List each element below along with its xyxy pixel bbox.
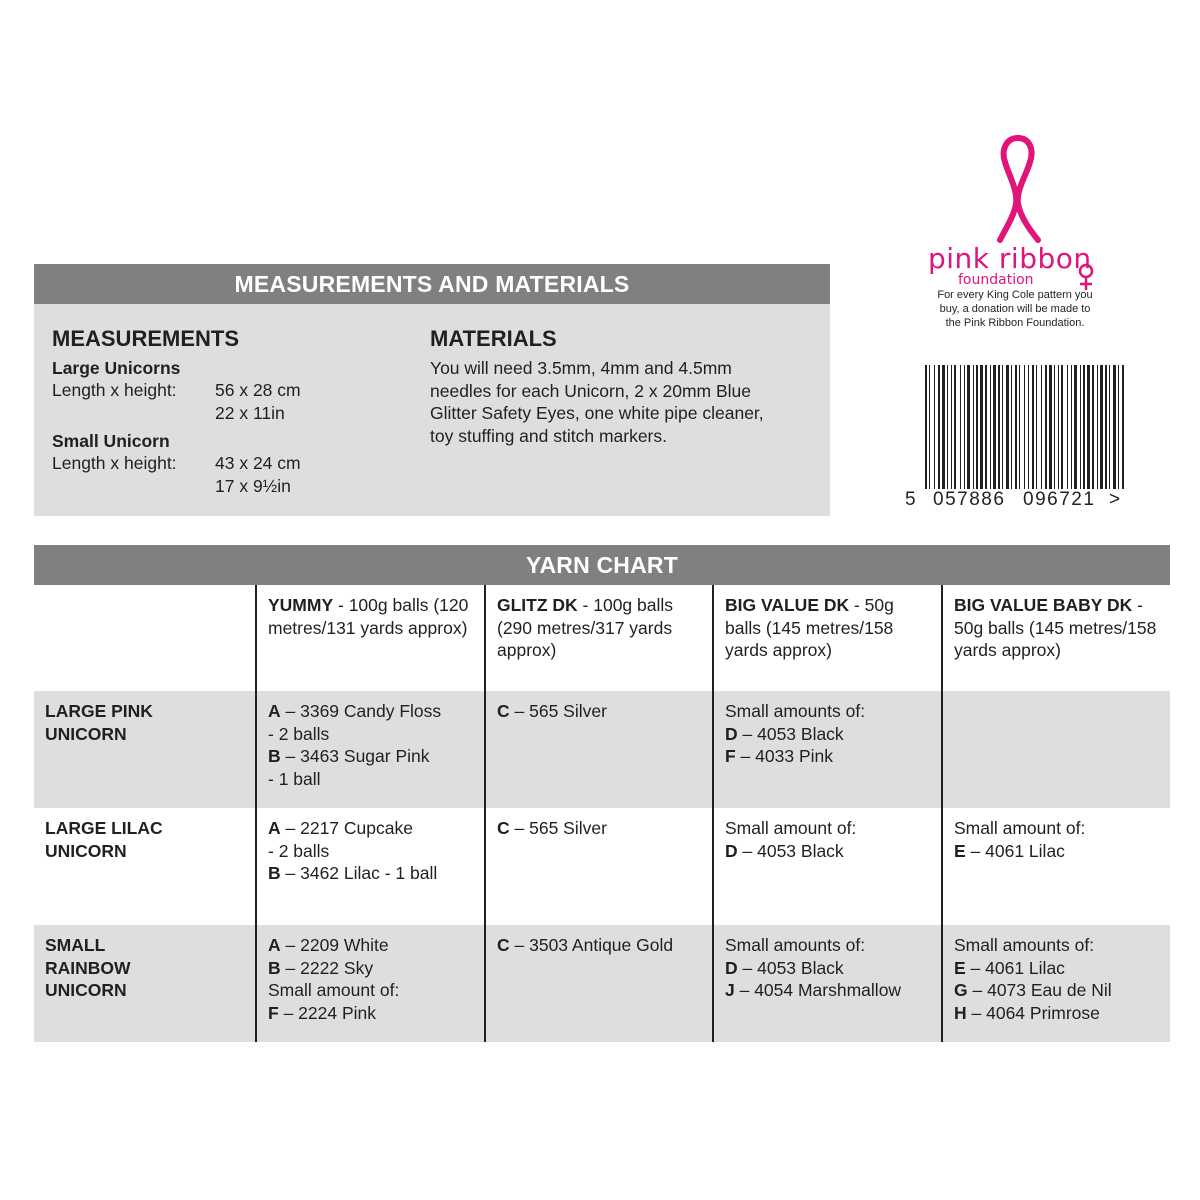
large-unicorns-in: 22 x 11in [215,403,285,423]
shade-text: – 3369 Candy Floss [280,701,442,721]
yarn-column-header [485,585,713,691]
barcode-bar [1061,365,1063,489]
note-line: buy, a donation will be made to [939,303,1091,315]
note-line: the Pink Ribbon Foundation. [945,317,1085,329]
yarn-cell-bigvalue [713,925,942,1042]
shade-letter: B [268,746,281,766]
materials-text [430,357,820,447]
barcode-bar [1105,365,1107,489]
yarn-cell-bigvalue [713,808,942,925]
barcode-bar [954,365,956,489]
barcode-bar [1080,365,1081,489]
barcode-bar [1071,365,1072,489]
shade-text: – 2209 White [280,935,389,955]
pink-ribbon-wordmark: pink ribbon [928,242,1092,275]
shade-text: – 3462 Lilac - 1 ball [280,863,438,883]
yarn-cell-line [725,979,930,1002]
shade-letter: D [725,723,738,744]
small-unicorn-title: Small Unicorn [52,431,170,451]
barcode-bar [1019,365,1020,489]
barcode-bar [1054,365,1055,489]
barcode-digits-group2: 096721 [1023,489,1096,510]
yarn-chart-row [34,925,1170,1042]
barcode-bar [1092,365,1094,489]
barcode-bar [998,365,1000,489]
yarn-cell-line [725,723,930,746]
shade-letter: J [725,980,735,1000]
barcode-bar [976,365,978,489]
shade-letter: E [954,957,966,978]
yarn-cell-glitz [485,808,713,925]
shade-text: – 4053 Black [737,840,844,861]
barcode-bar [1097,365,1098,489]
yarn-cell-line [725,745,930,768]
pink-ribbon-note [910,288,1120,330]
shade-text: – 4064 Primrose [966,1002,1100,1023]
barcode-bar [1100,365,1103,489]
note-line: For every King Cole pattern you [937,289,1093,301]
yarn-cell-line [954,840,1159,863]
yarn-cell-bigvalue [713,691,942,808]
yarn-cell-line [725,957,930,980]
yarn-cell-line [268,934,473,957]
shade-text: – 4053 Black [737,957,844,978]
barcode-bar [934,365,935,489]
shade-text: - 2 balls [268,723,330,744]
yarn-name: BIG VALUE DK [725,595,850,615]
yarn-description: - 50g balls (145 metres/158 yards approx) [725,595,894,660]
measurements-materials-panel [34,264,830,516]
yarn-description: - 50g balls (145 metres/158 yards approx) [954,595,1157,660]
yarn-cell-line [268,862,473,885]
yarn-cell-line [268,723,473,746]
yarn-cell-line [497,934,701,957]
barcode-end-mark: > [1109,489,1121,510]
shade-text: – 2217 Cupcake [280,818,413,838]
shade-text: Small amounts of: [954,935,1095,955]
yarn-cell-line [268,745,473,768]
small-unicorn-in: 17 x 9½in [215,476,291,496]
small-unicorn-label: Length x height: [52,453,177,473]
barcode-bar [985,365,987,489]
yarn-cell-glitz [485,925,713,1042]
barcode-bar [1028,365,1029,489]
shade-letter: A [268,818,281,838]
barcode-bar [967,365,970,489]
shade-text: - 2 balls [268,840,330,861]
yarn-cell-line [954,934,1159,957]
barcode-bar [1074,365,1077,489]
barcode-bar [1015,365,1017,489]
yarn-cell-line [268,957,473,980]
yarn-cell-line [725,840,930,863]
materials-line: toy stuffing and stitch markers. [430,425,668,446]
barcode-bar [938,365,940,489]
materials-line: You will need 3.5mm, 4mm and 4.5mm [430,358,732,378]
small-unicorn-cm: 43 x 24 cm [215,453,301,473]
shade-text: – 4054 Marshmallow [734,980,902,1000]
shade-letter: E [954,840,966,861]
yarn-cell-yummy [256,691,485,808]
materials-title: MATERIALS [430,326,557,351]
shade-text: - 1 ball [268,768,321,789]
materials-line: Glitter Safety Eyes, one white pipe cleaner, [430,403,764,423]
shade-letter: H [954,1002,967,1023]
barcode-bar [1122,365,1124,489]
barcode-bar [1113,365,1116,489]
barcode-bar [993,365,996,489]
barcode-bar [980,365,983,489]
yarn-cell-line [725,934,930,957]
yarn-name: YUMMY [268,595,334,615]
yarn-cell-line [954,817,1159,840]
yarn-name: BIG VALUE BABY DK [954,595,1133,615]
barcode-bar [1109,365,1110,489]
yarn-cell-yummy [256,925,485,1042]
shade-text: Small amounts of: [725,935,866,955]
barcode-bar [960,365,961,489]
yarn-cell-line [954,1002,1159,1025]
yarn-cell-line [497,817,701,840]
yarn-cell-line [268,700,473,723]
yarn-chart-header: YARN CHART [34,545,1170,585]
barcode-bar [1087,365,1090,489]
yarn-cell-line [268,817,473,840]
shade-letter: D [725,840,738,861]
barcode-bar [1006,365,1009,489]
barcode [905,365,1125,515]
shade-letter: A [268,935,281,955]
barcode-bar [1118,365,1119,489]
yarn-cell-line [268,840,473,863]
yarn-cell-line [268,1002,473,1025]
yarn-cell-line [268,768,473,791]
yarn-column-header [713,585,942,691]
shade-text: – 3463 Sugar Pink [280,746,430,766]
large-unicorns-cm: 56 x 28 cm [215,380,301,400]
yarn-cell-line [497,700,701,723]
materials-line: needles for each Unicorn, 2 x 20mm Blue [430,380,751,401]
row-label: LARGE PINK UNICORN [34,691,256,808]
yarn-cell-line [954,979,1159,1002]
yarn-cell-line [725,817,930,840]
yarn-chart-corner-cell [34,585,256,691]
barcode-bar [942,365,945,489]
yarn-description: - 100g balls (120 metres/131 yards approx) [268,595,469,638]
shade-text: – 4053 Black [737,723,844,744]
barcode-bar [1024,365,1025,489]
barcode-bar [925,365,927,489]
shade-letter: B [268,863,281,883]
yarn-column-header [942,585,1170,691]
large-unicorns-label: Length x height: [52,380,177,400]
shade-text: – 4033 Pink [735,746,833,766]
yarn-cell-line [268,979,473,1002]
barcode-bar [1002,365,1003,489]
yarn-name: GLITZ DK [497,595,578,615]
shade-text: Small amounts of: [725,701,866,721]
yarn-cell-baby [942,691,1170,808]
barcode-bar [1041,365,1042,489]
shade-text: Small amount of: [954,818,1086,838]
barcode-bar [951,365,952,489]
shade-text: – 4061 Lilac [965,957,1065,978]
barcode-bar [1045,365,1047,489]
shade-letter: D [725,957,738,978]
barcode-digit-first: 5 [905,489,917,510]
barcode-bar [990,365,991,489]
barcode-bar [973,365,974,489]
barcode-bar [929,365,930,489]
yarn-cell-line [954,957,1159,980]
shade-letter: B [268,957,281,978]
barcode-bar [1049,365,1052,489]
yarn-cell-baby [942,808,1170,925]
barcode-digits-group1: 057886 [933,489,1006,510]
barcode-bar [1058,365,1059,489]
measurements-materials-header: MEASUREMENTS AND MATERIALS [34,264,830,304]
yarn-column-header [256,585,485,691]
shade-text: – 4061 Lilac [965,840,1065,861]
shade-letter: F [725,746,736,766]
shade-letter: C [497,818,510,838]
barcode-bar [1036,365,1037,489]
barcode-bar [1032,365,1034,489]
yarn-cell-baby [942,925,1170,1042]
ribbon-icon [988,132,1048,244]
yarn-cell-yummy [256,808,485,925]
barcode-bar [947,365,948,489]
shade-letter: C [497,701,510,721]
large-unicorns-title: Large Unicorns [52,358,181,378]
shade-letter: F [268,1002,279,1023]
shade-text: Small amount of: [725,818,857,838]
row-label: LARGE LILAC UNICORN [45,818,163,861]
shade-letter: C [497,935,510,955]
yarn-chart-column-header-row [34,585,1170,691]
shade-text: – 565 Silver [509,701,607,721]
barcode-bars [925,365,1125,491]
yarn-description: - 100g balls (290 metres/317 yards approx) [497,595,674,660]
yarn-chart-table [34,585,1170,1042]
yarn-chart-row [34,691,1170,808]
shade-letter: A [268,701,281,721]
shade-text: – 2224 Pink [278,1002,376,1023]
yarn-chart-row [34,808,1170,925]
measurements-title: MEASUREMENTS [52,326,240,351]
shade-text: – 2222 Sky [280,957,374,978]
barcode-bar [1083,365,1085,489]
barcode-bar [1011,365,1012,489]
shade-text: – 4073 Eau de Nil [967,980,1112,1000]
shade-text: – 565 Silver [509,818,607,838]
shade-letter: G [954,980,968,1000]
yarn-cell-glitz [485,691,713,808]
shade-text: – 3503 Antique Gold [509,935,674,955]
yarn-cell-line [725,700,930,723]
shade-text: Small amount of: [268,980,400,1000]
barcode-bar [964,365,965,489]
barcode-bar [1067,365,1068,489]
row-label: SMALL RAINBOW UNICORN [34,925,256,1042]
pink-ribbon-foundation: foundation [958,272,1034,288]
